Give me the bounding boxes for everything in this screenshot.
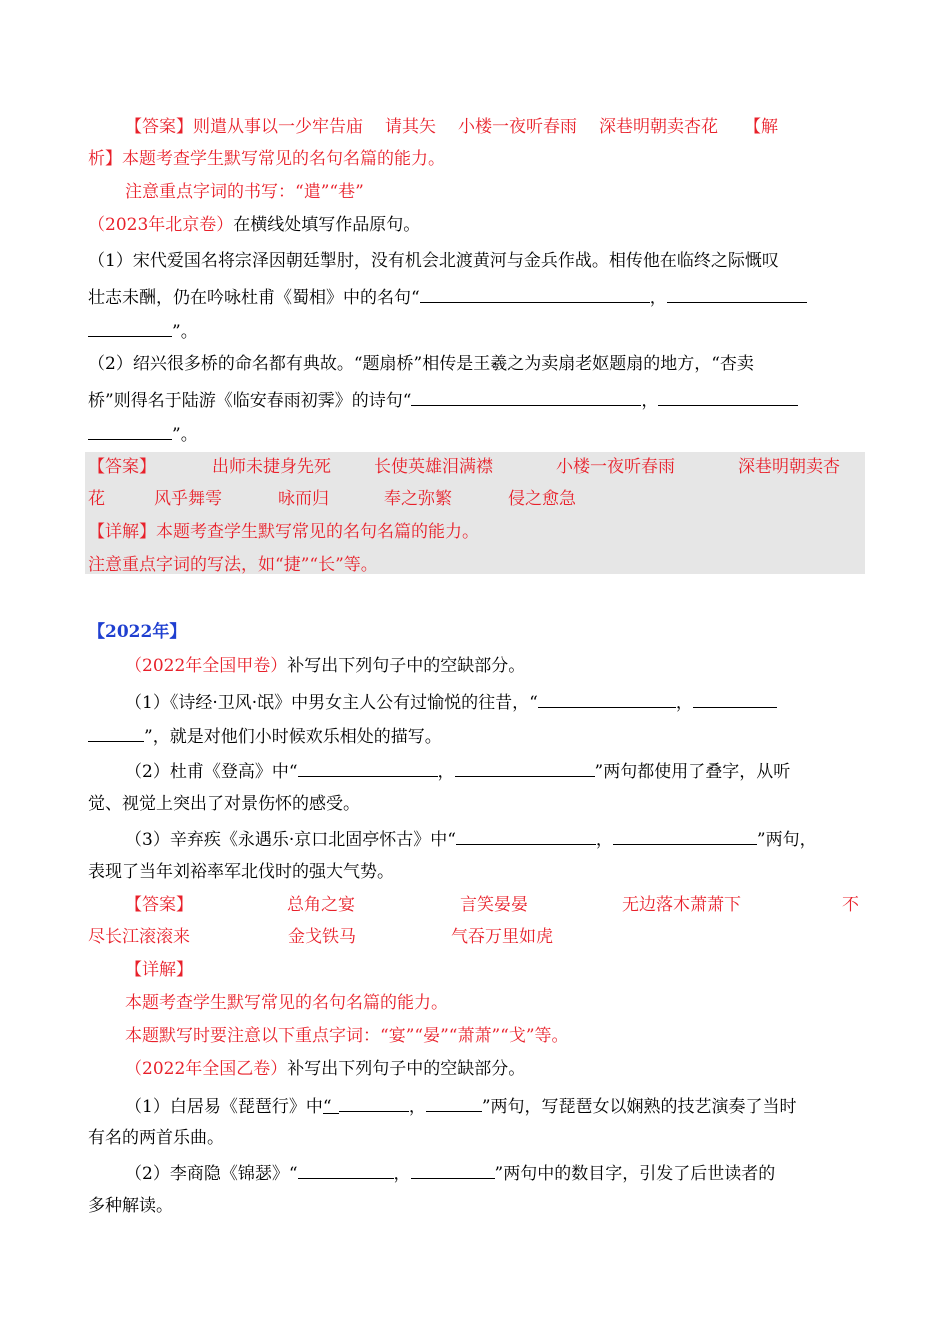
question-item-1-line-1: （1）《诗经·卫风·氓》中男女主人公有过愉悦的往昔，“ ， [125,690,777,714]
note-line: 注意重点字词的书写：“遣”“巷” [125,182,364,202]
question-item-1-line-2: 壮志未酬，仍在吟咏杜甫《蜀相》中的名句“ ， [88,285,807,309]
question-header [125,655,525,677]
question-source: （2023年北京卷） [88,215,234,235]
answer-line [88,926,553,948]
answer-line [88,456,840,478]
answer-item: 咏而归 [278,489,329,509]
answer-item: 小楼一夜听春雨 [556,457,675,477]
year-heading: 【2022年】 [88,622,187,642]
answer-item: 奉之弥繁 [384,489,452,509]
answer-line [125,116,778,138]
question-item-2-line-2: 觉、视觉上突出了对景伤怀的感受。 [88,794,360,814]
question-item-2-line-1: （2）李商隐《锦瑟》“ ， ”两句中的数目字，引发了后世读者的 [125,1161,775,1185]
answer-tag: 【答案】 [125,895,193,915]
answer-item: 无边落木萧萧下 [622,895,741,915]
question-source: （2022年全国甲卷） [125,656,288,676]
fill-blank[interactable] [456,827,596,845]
question-prompt: 补写出下列句子中的空缺部分。 [287,1059,526,1079]
analysis-line [88,148,445,170]
question-item-1-line-1: （1）宋代爱国名将宗泽因朝廷掣肘，没有机会北渡黄河与金兵作战。相传他在临终之际慨叹 [88,251,779,271]
question-prompt: 补写出下列句子中的空缺部分。 [287,656,526,676]
question-item-3-line-2: 表现了当年刘裕率军北伐时的强大气势。 [88,862,394,882]
answer-item: 言笑晏晏 [460,895,528,915]
answer-item: 尽长江滚滚来 [88,927,190,947]
fill-blank[interactable] [298,759,438,777]
answer-item: 小楼一夜听春雨 [458,117,577,137]
answer-item: 则遣从事以一少牢告庙 [193,117,363,137]
question-item-2-line-3: ”。 [88,422,198,446]
fill-blank[interactable] [339,1094,409,1112]
fill-blank[interactable] [455,759,595,777]
fill-blank[interactable] [411,388,641,406]
fill-blank[interactable] [426,1094,482,1112]
fill-blank[interactable] [667,285,807,303]
detail-line: 本题默写时要注意以下重点字词：“宴”“晏”“萧萧”“戈”等。 [125,1026,569,1046]
answer-item: 深巷明朝卖杏花 [599,117,718,137]
question-item-2-line-2: 多种解读。 [88,1196,173,1216]
fill-blank[interactable] [613,827,757,845]
fill-blank[interactable] [298,1161,394,1179]
fill-blank: “ [323,1096,339,1114]
analysis-tag: 析】 [88,149,122,169]
fill-blank[interactable] [693,690,777,708]
fill-blank[interactable] [88,422,172,440]
answer-item: 不 [842,895,859,915]
answer-item: 长使英雄泪满襟 [374,457,493,477]
answer-item: 出师未捷身先死 [212,457,331,477]
answer-item: 花 [88,489,105,509]
fill-blank[interactable] [88,724,144,742]
answer-item: 侵之愈急 [508,489,576,509]
detail-tag: 【详解】 [125,960,193,980]
answer-item: 气吞万里如虎 [451,927,553,947]
fill-blank[interactable] [411,1161,495,1179]
answer-item: 金戈铁马 [288,927,356,947]
detail-line: 【详解】本题考查学生默写常见的名句名篇的能力。 [88,522,479,542]
question-item-3-line-1: （3）辛弃疾《永遇乐·京口北固亭怀古》中“ ， ”两句， [125,827,817,851]
question-header [88,214,420,236]
answer-tag: 【答案】 [125,117,193,137]
fill-blank[interactable] [88,319,172,337]
question-source: （2022年全国乙卷） [125,1059,288,1079]
question-item-2-line-1: （2）杜甫《登高》中“ ， ”两句都使用了叠字，从听 [125,759,790,783]
analysis-tag: 【解 [744,117,778,137]
question-item-1-line-1: （1）白居易《琵琶行》中“ ， ”两句，写琵琶女以娴熟的技艺演奏了当时 [125,1094,797,1118]
question-item-1-line-3: ”。 [88,319,198,343]
answer-item: 深巷明朝卖杏 [738,457,840,477]
answer-item: 总角之宴 [287,895,355,915]
fill-blank[interactable] [658,388,798,406]
fill-blank[interactable] [538,690,676,708]
answer-line [88,488,576,510]
question-item-2-line-1: （2）绍兴很多桥的命名都有典故。“题扇桥”相传是王羲之为卖扇老妪题扇的地方，“杏卖 [88,354,754,374]
answer-line [125,894,859,916]
answer-item: 风乎舞雩 [154,489,222,509]
answer-tag: 【答案】 [88,457,156,477]
question-header [125,1058,525,1080]
question-prompt: 在横线处填写作品原句。 [233,215,421,235]
note-line: 注意重点字词的写法，如“捷”“长”等。 [88,555,378,575]
fill-blank[interactable] [420,285,650,303]
question-item-2-line-2: 桥”则得名于陆游《临安春雨初霁》的诗句“ ， [88,388,798,412]
question-item-1-line-2: 有名的两首乐曲。 [88,1128,224,1148]
analysis-text: 本题考查学生默写常见的名句名篇的能力。 [122,149,445,169]
question-item-1-line-2: ”，就是对他们小时候欢乐相处的描写。 [88,724,442,748]
detail-line: 本题考查学生默写常见的名句名篇的能力。 [125,993,448,1013]
answer-item: 请其矢 [385,117,436,137]
